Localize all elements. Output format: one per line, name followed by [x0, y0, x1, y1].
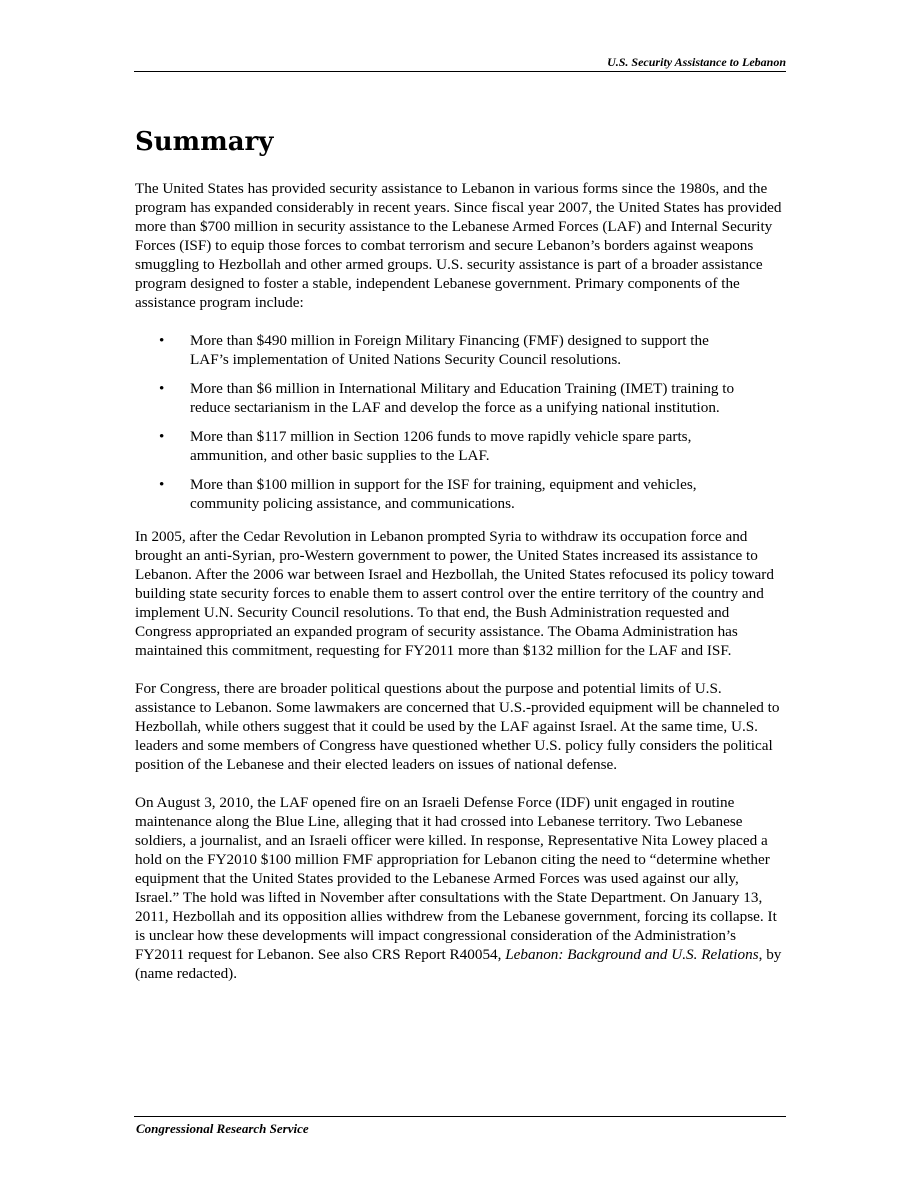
list-item: [135, 331, 785, 369]
congress-paragraph: For Congress, there are broader political questions about the purpose and potential limits of U.S. assistance to Lebanon. Some lawmakers are concerned that U.S.-provided equipment will be channeled to Hezbollah, while others suggest that it could be used by the LAF against Israel. At the same time, U.S. leaders and some members of Congress have questioned whether U.S. policy fully considers the political position of the Lebanese and their elected leaders on issues of national defense.: [135, 680, 780, 773]
summary-section: [135, 125, 785, 1002]
bullet-icon: •: [159, 332, 165, 349]
footer-publisher: Congressional Research Service: [136, 1121, 309, 1136]
section-heading: Summary: [135, 127, 274, 157]
bullet-icon: •: [159, 428, 165, 445]
components-list: [135, 331, 785, 513]
list-item-text: More than $6 million in International Military and Education Training (IMET) training to reduce sectarianism in the LAF and develop the force as a unifying national institution.: [190, 380, 735, 416]
header-rule: [134, 71, 786, 72]
intro-paragraph: The United States has provided security assistance to Lebanon in various forms since the 1980s, and the program has expanded considerably in recent years. Since fiscal year 2007, the United States has provided more than $700 million in security assistance to the Lebanese Armed Forces (LAF) and Internal Security Forces (ISF) to equip those forces to combat terrorism and secure Lebanon’s borders against weapons smuggling to Hezbollah and other armed groups. U.S. security assistance is part of a broader assistance program designed to foster a stable, independent Lebanese government. Primary components of the assistance program include:: [135, 180, 782, 311]
footer-rule: [134, 1116, 786, 1117]
incident-text: On August 3, 2010, the LAF opened fire on an Israeli Defense Force (IDF) unit engaged in routine maintenance along the Blue Line, alleging that it had crossed into Lebanese territory. Two Lebanese soldiers, a journalist, and an Israeli officer were killed. In response, Representative Nita Lowey placed a hold on the FY2010 $100 million FMF appropriation for Lebanon citing the need to “determine whether equipment that the United States provided to the Lebanese Armed Forces was used against our ally, Israel.” The hold was lifted in November after consultations with the State Department. On January 13, 2011, Hezbollah and its opposition allies withdrew from the Lebanese government, forcing its collapse. It is unclear how these developments will impact congressional consideration of the Administration’s FY2011 request for Lebanon. See also CRS Report R40054,: [135, 794, 777, 963]
report-title: Lebanon: Background and U.S. Relations: [505, 946, 759, 963]
incident-tail: , by (name redacted).: [135, 946, 782, 982]
policy-paragraph: In 2005, after the Cedar Revolution in Lebanon prompted Syria to withdraw its occupation force and brought an anti-Syrian, pro-Western government to power, the United States increased its assistance to Lebanon. After the 2006 war between Israel and Hezbollah, the United States refocused its policy toward building state security forces to enable them to assert control over the entire territory of the country and implement U.N. Security Council resolutions. To that end, the Bush Administration requested and Congress appropriated an expanded program of security assistance. The Obama Administration has maintained this commitment, requesting for FY2011 more than $132 million for the LAF and ISF.: [135, 528, 774, 659]
list-item-text: More than $490 million in Foreign Military Financing (FMF) designed to support the LAF’s implementation of United Nations Security Council resolutions.: [190, 332, 709, 368]
bullet-icon: •: [159, 476, 165, 493]
bullet-icon: •: [159, 380, 165, 397]
running-header: U.S. Security Assistance to Lebanon: [607, 55, 786, 69]
list-item: [135, 379, 785, 417]
list-item-text: More than $117 million in Section 1206 funds to move rapidly vehicle spare parts, ammunition, and other basic supplies to the LAF.: [190, 428, 692, 464]
list-item: [135, 475, 785, 513]
list-item-text: More than $100 million in support for the ISF for training, equipment and vehicles, community policing assistance, and communications.: [190, 476, 697, 512]
list-item: [135, 427, 785, 465]
incident-paragraph: [135, 793, 785, 983]
